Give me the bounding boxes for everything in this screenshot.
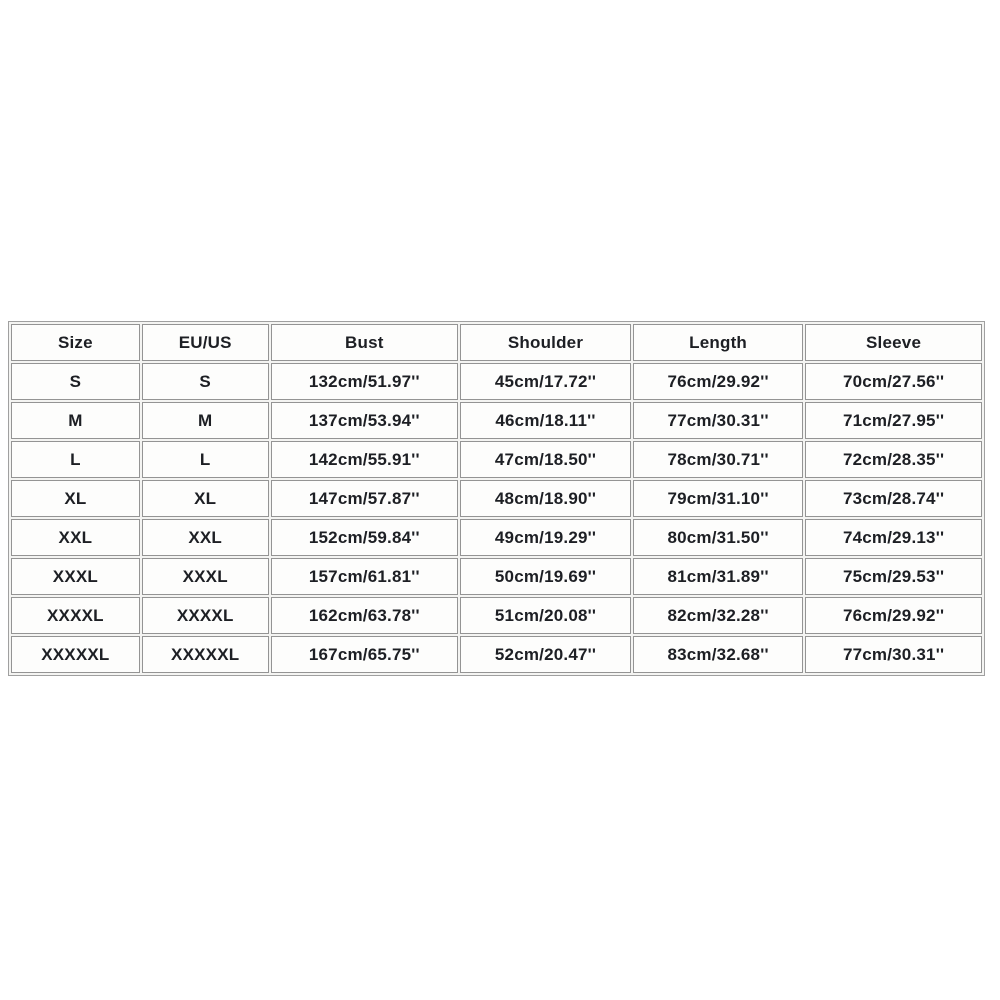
eu-us-cell: M bbox=[142, 402, 269, 439]
length-cell: 76cm/29.92'' bbox=[633, 363, 803, 400]
size-cell: L bbox=[11, 441, 140, 478]
eu-us-cell: XXL bbox=[142, 519, 269, 556]
column-header-eu-us: EU/US bbox=[142, 324, 269, 361]
size-cell: XXXXL bbox=[11, 597, 140, 634]
eu-us-cell: XXXXL bbox=[142, 597, 269, 634]
size-chart-body bbox=[11, 363, 982, 673]
size-cell: XXXXXL bbox=[11, 636, 140, 673]
sleeve-cell: 72cm/28.35'' bbox=[805, 441, 982, 478]
eu-us-cell: L bbox=[142, 441, 269, 478]
shoulder-cell: 47cm/18.50'' bbox=[460, 441, 631, 478]
bust-cell: 132cm/51.97'' bbox=[271, 363, 458, 400]
sleeve-cell: 73cm/28.74'' bbox=[805, 480, 982, 517]
shoulder-cell: 48cm/18.90'' bbox=[460, 480, 631, 517]
table-row bbox=[11, 597, 982, 634]
table-row bbox=[11, 363, 982, 400]
sleeve-cell: 71cm/27.95'' bbox=[805, 402, 982, 439]
shoulder-cell: 52cm/20.47'' bbox=[460, 636, 631, 673]
bust-cell: 142cm/55.91'' bbox=[271, 441, 458, 478]
size-chart-container bbox=[8, 321, 985, 676]
size-cell: XXXL bbox=[11, 558, 140, 595]
eu-us-cell: S bbox=[142, 363, 269, 400]
shoulder-cell: 45cm/17.72'' bbox=[460, 363, 631, 400]
bust-cell: 167cm/65.75'' bbox=[271, 636, 458, 673]
sleeve-cell: 75cm/29.53'' bbox=[805, 558, 982, 595]
length-cell: 80cm/31.50'' bbox=[633, 519, 803, 556]
length-cell: 78cm/30.71'' bbox=[633, 441, 803, 478]
size-chart-header bbox=[11, 324, 982, 361]
column-header-bust: Bust bbox=[271, 324, 458, 361]
table-row bbox=[11, 441, 982, 478]
column-header-sleeve: Sleeve bbox=[805, 324, 982, 361]
sleeve-cell: 70cm/27.56'' bbox=[805, 363, 982, 400]
size-cell: S bbox=[11, 363, 140, 400]
size-chart-table bbox=[8, 321, 985, 676]
table-row bbox=[11, 480, 982, 517]
column-header-shoulder: Shoulder bbox=[460, 324, 631, 361]
eu-us-cell: XXXL bbox=[142, 558, 269, 595]
table-row bbox=[11, 402, 982, 439]
length-cell: 77cm/30.31'' bbox=[633, 402, 803, 439]
shoulder-cell: 51cm/20.08'' bbox=[460, 597, 631, 634]
length-cell: 79cm/31.10'' bbox=[633, 480, 803, 517]
shoulder-cell: 49cm/19.29'' bbox=[460, 519, 631, 556]
shoulder-cell: 46cm/18.11'' bbox=[460, 402, 631, 439]
column-header-length: Length bbox=[633, 324, 803, 361]
bust-cell: 137cm/53.94'' bbox=[271, 402, 458, 439]
size-cell: M bbox=[11, 402, 140, 439]
bust-cell: 157cm/61.81'' bbox=[271, 558, 458, 595]
length-cell: 83cm/32.68'' bbox=[633, 636, 803, 673]
sleeve-cell: 77cm/30.31'' bbox=[805, 636, 982, 673]
shoulder-cell: 50cm/19.69'' bbox=[460, 558, 631, 595]
table-row bbox=[11, 636, 982, 673]
size-cell: XXL bbox=[11, 519, 140, 556]
eu-us-cell: XXXXXL bbox=[142, 636, 269, 673]
header-row bbox=[11, 324, 982, 361]
length-cell: 81cm/31.89'' bbox=[633, 558, 803, 595]
sleeve-cell: 74cm/29.13'' bbox=[805, 519, 982, 556]
table-row bbox=[11, 558, 982, 595]
size-cell: XL bbox=[11, 480, 140, 517]
length-cell: 82cm/32.28'' bbox=[633, 597, 803, 634]
eu-us-cell: XL bbox=[142, 480, 269, 517]
bust-cell: 152cm/59.84'' bbox=[271, 519, 458, 556]
bust-cell: 147cm/57.87'' bbox=[271, 480, 458, 517]
bust-cell: 162cm/63.78'' bbox=[271, 597, 458, 634]
sleeve-cell: 76cm/29.92'' bbox=[805, 597, 982, 634]
column-header-size: Size bbox=[11, 324, 140, 361]
table-row bbox=[11, 519, 982, 556]
